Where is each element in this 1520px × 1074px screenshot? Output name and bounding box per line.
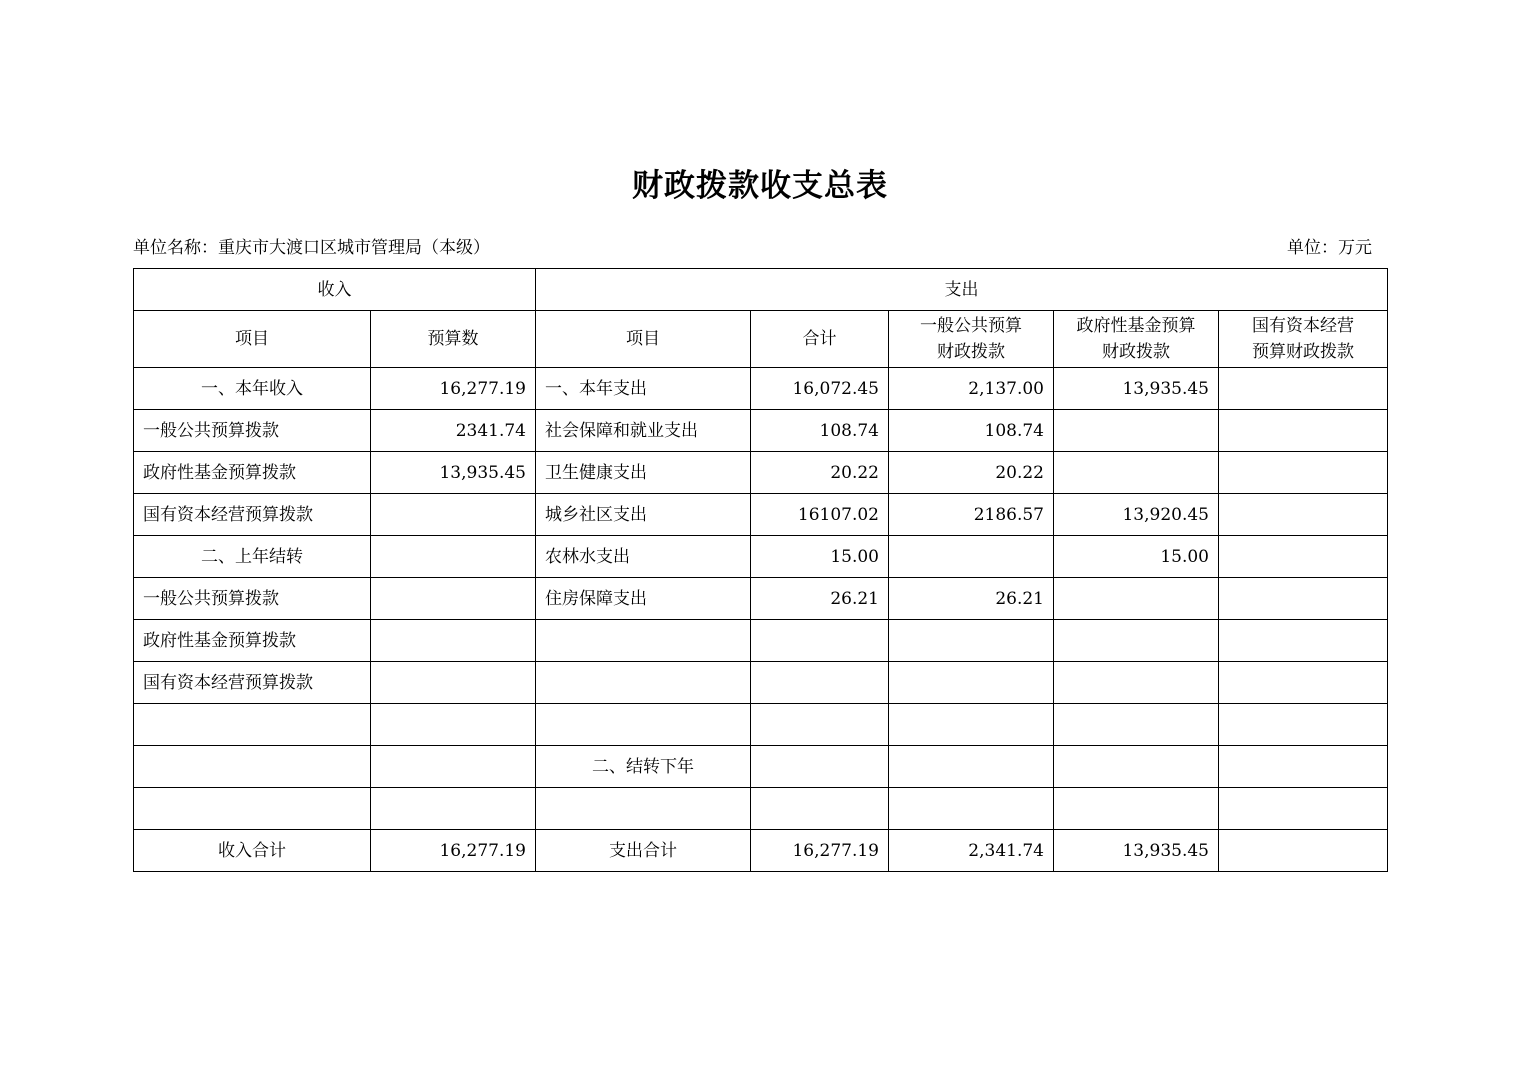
income-item-cell: 政府性基金预算拨款	[134, 452, 371, 494]
expense-item-header: 项目	[536, 311, 751, 368]
income-budget-cell	[371, 746, 536, 788]
income-item-cell	[134, 788, 371, 830]
general-budget-cell: 2186.57	[889, 494, 1054, 536]
total-cell: 26.21	[751, 578, 889, 620]
income-budget-cell	[371, 788, 536, 830]
unit-label: 单位：万元	[1287, 238, 1372, 258]
general-budget-header	[889, 311, 1054, 368]
expense-item-cell	[536, 662, 751, 704]
fund-budget-cell: 13,935.45	[1054, 830, 1219, 872]
income-item-cell	[134, 746, 371, 788]
state-capital-cell	[1219, 368, 1388, 410]
general-budget-cell: 20.22	[889, 452, 1054, 494]
income-item-cell	[134, 704, 371, 746]
expense-item-cell	[536, 704, 751, 746]
fund-budget-cell	[1054, 620, 1219, 662]
state-capital-cell	[1219, 704, 1388, 746]
fund-budget-header-line1: 政府性基金预算	[1076, 316, 1196, 336]
income-budget-cell: 13,935.45	[371, 452, 536, 494]
table-row	[134, 578, 1388, 620]
state-capital-cell	[1219, 788, 1388, 830]
fund-budget-cell	[1054, 662, 1219, 704]
unit-name-label: 单位名称：重庆市大渡口区城市管理局（本级）	[133, 238, 490, 258]
total-cell	[751, 620, 889, 662]
income-item-cell: 二、上年结转	[134, 536, 371, 578]
general-budget-cell	[889, 746, 1054, 788]
total-cell: 20.22	[751, 452, 889, 494]
expense-item-cell: 城乡社区支出	[536, 494, 751, 536]
income-item-cell: 国有资本经营预算拨款	[134, 662, 371, 704]
fund-budget-cell	[1054, 788, 1219, 830]
total-cell	[751, 788, 889, 830]
fund-budget-cell	[1054, 410, 1219, 452]
income-budget-cell: 16,277.19	[371, 830, 536, 872]
expense-item-cell	[536, 620, 751, 662]
general-budget-cell: 2,341.74	[889, 830, 1054, 872]
page-title: 财政拨款收支总表	[632, 168, 888, 204]
total-cell: 16,277.19	[751, 830, 889, 872]
income-item-cell: 一般公共预算拨款	[134, 578, 371, 620]
state-capital-cell	[1219, 452, 1388, 494]
total-cell	[751, 704, 889, 746]
table-row	[134, 662, 1388, 704]
state-capital-header	[1219, 311, 1388, 368]
group-header-row	[134, 269, 1388, 311]
budget-table	[133, 268, 1388, 872]
total-cell: 108.74	[751, 410, 889, 452]
income-budget-cell	[371, 704, 536, 746]
state-capital-header-line2: 预算财政拨款	[1252, 342, 1355, 362]
fund-budget-cell: 13,920.45	[1054, 494, 1219, 536]
income-budget-cell	[371, 662, 536, 704]
income-budget-cell: 2341.74	[371, 410, 536, 452]
expense-item-cell	[536, 788, 751, 830]
total-cell	[751, 662, 889, 704]
income-group-header: 收入	[134, 269, 536, 311]
general-budget-cell: 108.74	[889, 410, 1054, 452]
income-item-cell: 一般公共预算拨款	[134, 410, 371, 452]
expense-item-cell: 社会保障和就业支出	[536, 410, 751, 452]
state-capital-cell	[1219, 620, 1388, 662]
table-row	[134, 494, 1388, 536]
state-capital-cell	[1219, 746, 1388, 788]
table-row	[134, 536, 1388, 578]
general-budget-cell	[889, 788, 1054, 830]
expense-item-cell: 农林水支出	[536, 536, 751, 578]
income-item-cell: 国有资本经营预算拨款	[134, 494, 371, 536]
state-capital-cell	[1219, 494, 1388, 536]
total-cell: 15.00	[751, 536, 889, 578]
general-budget-header-line1: 一般公共预算	[920, 316, 1022, 336]
state-capital-cell	[1219, 662, 1388, 704]
income-budget-cell	[371, 536, 536, 578]
expense-group-header: 支出	[536, 269, 1388, 311]
general-budget-cell	[889, 620, 1054, 662]
income-budget-cell	[371, 620, 536, 662]
general-budget-header-line2: 财政拨款	[937, 342, 1005, 362]
column-header-row	[134, 311, 1388, 368]
expense-item-cell: 支出合计	[536, 830, 751, 872]
income-budget-header: 预算数	[371, 311, 536, 368]
fund-budget-cell	[1054, 746, 1219, 788]
table-row	[134, 620, 1388, 662]
income-budget-cell	[371, 494, 536, 536]
state-capital-cell	[1219, 578, 1388, 620]
table-row	[134, 704, 1388, 746]
income-budget-cell	[371, 578, 536, 620]
table-row	[134, 410, 1388, 452]
income-item-cell: 一、本年收入	[134, 368, 371, 410]
general-budget-cell: 26.21	[889, 578, 1054, 620]
table-row	[134, 368, 1388, 410]
state-capital-cell	[1219, 410, 1388, 452]
income-budget-cell: 16,277.19	[371, 368, 536, 410]
fund-budget-cell	[1054, 452, 1219, 494]
total-cell: 16107.02	[751, 494, 889, 536]
total-cell: 16,072.45	[751, 368, 889, 410]
fund-budget-cell: 15.00	[1054, 536, 1219, 578]
income-item-cell: 政府性基金预算拨款	[134, 620, 371, 662]
expense-item-cell: 二、结转下年	[536, 746, 751, 788]
fund-budget-header-line2: 财政拨款	[1102, 342, 1170, 362]
fund-budget-header	[1054, 311, 1219, 368]
general-budget-cell	[889, 704, 1054, 746]
general-budget-cell	[889, 536, 1054, 578]
income-item-header: 项目	[134, 311, 371, 368]
table-body	[134, 368, 1388, 872]
total-header: 合计	[751, 311, 889, 368]
expense-item-cell: 一、本年支出	[536, 368, 751, 410]
table-row	[134, 830, 1388, 872]
total-cell	[751, 746, 889, 788]
state-capital-cell	[1219, 830, 1388, 872]
expense-item-cell: 卫生健康支出	[536, 452, 751, 494]
general-budget-cell	[889, 662, 1054, 704]
fund-budget-cell: 13,935.45	[1054, 368, 1219, 410]
state-capital-cell	[1219, 536, 1388, 578]
fund-budget-cell	[1054, 578, 1219, 620]
table-row	[134, 788, 1388, 830]
state-capital-header-line1: 国有资本经营	[1252, 316, 1355, 336]
table-row	[134, 452, 1388, 494]
expense-item-cell: 住房保障支出	[536, 578, 751, 620]
fund-budget-cell	[1054, 704, 1219, 746]
income-item-cell: 收入合计	[134, 830, 371, 872]
table-row	[134, 746, 1388, 788]
general-budget-cell: 2,137.00	[889, 368, 1054, 410]
